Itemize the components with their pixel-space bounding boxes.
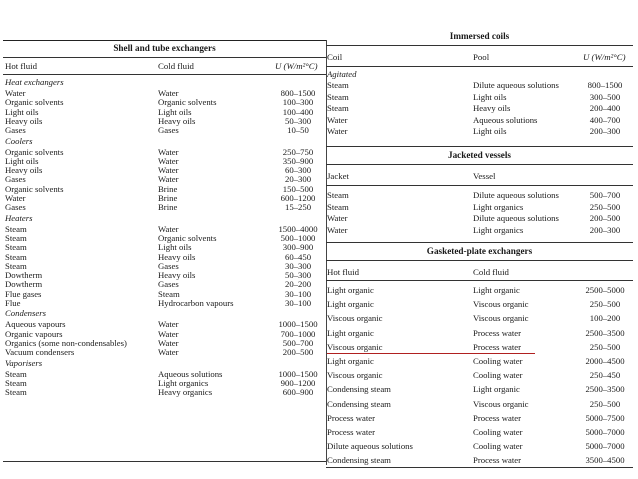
cell-fluid-b: Organic solvents bbox=[158, 232, 217, 243]
cell-fluid-b: Viscous organic bbox=[473, 313, 529, 324]
cell-fluid-a: Dowtherm bbox=[5, 270, 43, 281]
section-heading: Condensers bbox=[5, 308, 47, 319]
cell-fluid-a: Process water bbox=[327, 427, 376, 437]
cell-fluid-a: Organic solvents bbox=[5, 97, 64, 108]
immersed-title: Immersed coils bbox=[449, 31, 510, 41]
cell-fluid-b: Cooling water bbox=[473, 427, 523, 437]
table-row bbox=[3, 387, 326, 398]
header-rule bbox=[3, 74, 326, 75]
cell-u-value: 50–300 bbox=[284, 115, 312, 126]
cell-u-value: 20–300 bbox=[284, 174, 312, 185]
cell-fluid-a: Organic solvents bbox=[5, 146, 64, 157]
right-tables bbox=[326, 28, 633, 468]
cell-u-value: 250–750 bbox=[282, 146, 314, 157]
cell-fluid-b: Heavy oils bbox=[158, 270, 196, 281]
cell-u-value: 500–700 bbox=[282, 337, 314, 348]
cell-fluid-a: Flue bbox=[5, 298, 21, 308]
cell-fluid-a: Steam bbox=[5, 223, 27, 234]
header-vessel: Vessel bbox=[473, 171, 496, 181]
cell-fluid-b: Cooling water bbox=[473, 370, 523, 381]
cell-fluid-a: Light organic bbox=[327, 356, 374, 366]
cell-fluid-b: Process water bbox=[473, 455, 522, 466]
cell-fluid-b: Water bbox=[158, 319, 179, 330]
cell-u-value: 600–1200 bbox=[280, 193, 316, 203]
immersed-title-rule bbox=[326, 45, 633, 46]
cell-u-value: 30–300 bbox=[284, 260, 312, 271]
cell-fluid-a: Light oils bbox=[5, 155, 39, 166]
cell-u-value: 200–500 bbox=[282, 347, 314, 358]
cell-u-value: 60–300 bbox=[284, 165, 312, 176]
table-row bbox=[326, 313, 633, 324]
cell-u-value: 500–700 bbox=[589, 190, 621, 200]
cell-u-value: 20–200 bbox=[284, 279, 312, 290]
cell-u-value: 100–400 bbox=[282, 106, 314, 117]
cell-u-value: 500–1000 bbox=[280, 232, 316, 243]
header-hot-fluid: Hot fluid bbox=[5, 61, 38, 71]
cell-fluid-b: Brine bbox=[158, 202, 178, 213]
cell-fluid-a: Viscous organic bbox=[327, 370, 383, 381]
section-heading: Heat exchangers bbox=[5, 77, 64, 87]
cell-fluid-a: Dilute aqueous solutions bbox=[327, 441, 413, 452]
cell-fluid-b: Light oils bbox=[158, 242, 192, 253]
cell-fluid-b: Gases bbox=[158, 279, 179, 290]
cell-fluid-b: Brine bbox=[158, 183, 178, 194]
cell-fluid-a: Viscous organic bbox=[327, 341, 383, 352]
table-row bbox=[326, 455, 633, 466]
table-row bbox=[326, 126, 633, 137]
cell-fluid-a: Vacuum condensers bbox=[5, 347, 75, 358]
cell-u-value: 5000–7500 bbox=[585, 412, 625, 423]
table-row bbox=[326, 80, 633, 91]
cell-u-value: 200–300 bbox=[589, 126, 621, 136]
cell-fluid-a: Light oils bbox=[5, 106, 39, 117]
cell-fluid-a: Water bbox=[5, 193, 26, 203]
cell-fluid-b: Light organic bbox=[473, 384, 520, 395]
cell-u-value: 5000–7000 bbox=[585, 441, 625, 452]
cell-u-value: 400–700 bbox=[589, 114, 621, 125]
cell-fluid-b: Dilute aqueous solutions bbox=[473, 190, 559, 200]
table-row bbox=[326, 370, 633, 381]
cell-u-value: 300–500 bbox=[589, 91, 621, 102]
table-row bbox=[326, 413, 633, 424]
gasketed-title-rule bbox=[326, 260, 633, 261]
cell-fluid-b: Water bbox=[158, 88, 179, 98]
cell-fluid-a: Process water bbox=[327, 412, 376, 423]
cell-fluid-b: Aqueous solutions bbox=[473, 114, 538, 125]
cell-u-value: 50–300 bbox=[284, 270, 312, 281]
cell-fluid-a: Condensing steam bbox=[327, 398, 391, 409]
cell-fluid-a: Steam bbox=[5, 368, 27, 379]
cell-fluid-b: Light oils bbox=[158, 106, 192, 117]
table-row bbox=[326, 190, 633, 201]
table-row bbox=[326, 103, 633, 114]
cell-u-value: 2500–3500 bbox=[585, 327, 625, 338]
bottom-rule bbox=[3, 461, 326, 462]
table-row bbox=[326, 225, 633, 236]
cell-u-value: 100–300 bbox=[282, 97, 314, 108]
cell-fluid-b: Light organics bbox=[473, 224, 524, 235]
gasketed-bottom-rule bbox=[326, 467, 633, 468]
cell-u-value: 600–900 bbox=[282, 387, 314, 398]
table-title: Shell and tube exchangers bbox=[113, 43, 216, 53]
cell-u-value: 2500–3500 bbox=[585, 384, 625, 395]
cell-fluid-a: Water bbox=[327, 126, 348, 136]
header-jacket: Jacket bbox=[327, 171, 349, 181]
cell-fluid-a: Steam bbox=[327, 190, 349, 200]
cell-u-value: 800–1500 bbox=[587, 80, 623, 90]
cell-fluid-a: Water bbox=[327, 224, 348, 235]
cell-u-value: 250–500 bbox=[589, 299, 621, 310]
cell-u-value: 350–900 bbox=[282, 155, 314, 166]
cell-u-value: 1500–4000 bbox=[278, 223, 318, 234]
cell-u-value: 1000–1500 bbox=[278, 319, 318, 330]
table-row bbox=[326, 384, 633, 395]
cell-fluid-b: Process water bbox=[473, 412, 522, 423]
table-row bbox=[326, 342, 633, 353]
cell-fluid-b: Heavy oils bbox=[158, 115, 196, 126]
cell-fluid-a: Organic vapours bbox=[5, 328, 63, 339]
jacketed-title: Jacketed vessels bbox=[447, 150, 512, 160]
cell-fluid-b: Light oils bbox=[473, 126, 507, 136]
cell-u-value: 2000–4500 bbox=[585, 356, 625, 366]
cell-u-value: 900–1200 bbox=[280, 377, 316, 388]
cell-u-value: 3500–4500 bbox=[585, 455, 625, 466]
cell-fluid-a: Dowtherm bbox=[5, 279, 43, 290]
cell-fluid-b: Cooling water bbox=[473, 356, 523, 366]
table-row bbox=[326, 441, 633, 452]
cell-u-value: 150–500 bbox=[282, 183, 314, 194]
cell-u-value: 200–300 bbox=[589, 224, 621, 235]
cell-fluid-a: Heavy oils bbox=[5, 115, 43, 126]
jacketed-header-rule bbox=[326, 185, 633, 186]
section-heading: Heaters bbox=[5, 212, 33, 223]
section-heading: Coolers bbox=[5, 135, 33, 146]
cell-fluid-b: Water bbox=[158, 337, 179, 348]
cell-fluid-a: Heavy oils bbox=[5, 165, 43, 176]
section-heading: Vaporisers bbox=[5, 357, 43, 368]
cell-fluid-a: Water bbox=[327, 114, 348, 125]
cell-fluid-a: Water bbox=[327, 213, 348, 223]
cell-u-value: 2500–5000 bbox=[585, 285, 625, 295]
cell-fluid-b: Aqueous solutions bbox=[158, 368, 223, 379]
cell-u-value: 60–450 bbox=[284, 251, 312, 262]
cell-u-value: 800–1500 bbox=[280, 88, 316, 98]
cell-fluid-a: Steam bbox=[5, 377, 27, 388]
header-u-right: U (W/m²°C) bbox=[583, 52, 626, 62]
cell-fluid-b: Gases bbox=[158, 125, 179, 136]
gasketed-title: Gasketed-plate exchangers bbox=[426, 246, 533, 256]
title-rule bbox=[3, 57, 326, 58]
cell-u-value: 250–500 bbox=[589, 201, 621, 212]
cell-fluid-a: Steam bbox=[5, 242, 27, 253]
cell-fluid-a: Flue gases bbox=[5, 288, 42, 299]
cell-fluid-a: Water bbox=[5, 88, 26, 98]
cell-fluid-a: Steam bbox=[327, 80, 349, 90]
cell-fluid-a: Steam bbox=[327, 201, 349, 212]
cell-u-value: 250–500 bbox=[589, 341, 621, 352]
header-hot-fluid-right: Hot fluid bbox=[327, 267, 360, 277]
cell-fluid-a: Organic solvents bbox=[5, 183, 64, 194]
table-row bbox=[326, 399, 633, 410]
table-row bbox=[326, 115, 633, 126]
cell-u-value: 1000–1500 bbox=[278, 368, 318, 379]
cell-fluid-b: Cooling water bbox=[473, 441, 523, 452]
cell-fluid-b: Water bbox=[158, 146, 179, 157]
table-row bbox=[326, 328, 633, 339]
cell-fluid-a: Light organic bbox=[327, 285, 374, 295]
cell-fluid-b: Water bbox=[158, 155, 179, 166]
cell-fluid-a: Light organic bbox=[327, 299, 374, 310]
cell-fluid-b: Light organic bbox=[473, 285, 520, 295]
cell-fluid-b: Viscous organic bbox=[473, 398, 529, 409]
cell-u-value: 700–1000 bbox=[280, 328, 316, 339]
table-row bbox=[326, 92, 633, 103]
table-row bbox=[3, 202, 326, 213]
cell-u-value: 30–100 bbox=[284, 298, 312, 308]
cell-u-value: 300–900 bbox=[282, 242, 314, 253]
cell-fluid-a: Steam bbox=[5, 387, 27, 398]
cell-fluid-b: Dilute aqueous solutions bbox=[473, 213, 559, 223]
cell-fluid-b: Water bbox=[158, 347, 179, 358]
cell-u-value: 200–500 bbox=[589, 213, 621, 223]
cell-fluid-a: Viscous organic bbox=[327, 313, 383, 324]
table-row bbox=[326, 285, 633, 296]
cell-fluid-b: Light oils bbox=[473, 91, 507, 102]
top-rule bbox=[3, 40, 326, 41]
cell-fluid-b: Gases bbox=[158, 260, 179, 271]
cell-fluid-a: Light organic bbox=[327, 327, 374, 338]
cell-fluid-b: Hydrocarbon vapours bbox=[158, 298, 234, 308]
cell-fluid-a: Condensing steam bbox=[327, 455, 391, 466]
jacketed-title-rule bbox=[326, 164, 633, 165]
header-u: U (W/m²°C) bbox=[275, 61, 318, 71]
cell-fluid-a: Condensing steam bbox=[327, 384, 391, 395]
cell-fluid-a: Gases bbox=[5, 202, 26, 213]
jacketed-top-rule bbox=[326, 146, 633, 147]
cell-fluid-a: Gases bbox=[5, 174, 26, 185]
cell-fluid-a: Organics (some non-condensables) bbox=[5, 337, 127, 348]
section-heading: Agitated bbox=[327, 69, 357, 79]
cell-fluid-a: Steam bbox=[327, 91, 349, 102]
cell-fluid-b: Water bbox=[158, 223, 179, 234]
header-cold-fluid-right: Cold fluid bbox=[473, 267, 509, 277]
cell-u-value: 15–250 bbox=[284, 202, 312, 213]
header-pool: Pool bbox=[473, 52, 490, 62]
table-row bbox=[326, 356, 633, 367]
cell-u-value: 100–200 bbox=[589, 313, 621, 324]
cell-u-value: 250–450 bbox=[589, 370, 621, 381]
cell-u-value: 10–50 bbox=[287, 125, 309, 136]
gasketed-header-rule bbox=[326, 280, 633, 281]
cell-fluid-b: Water bbox=[158, 328, 179, 339]
cell-fluid-a: Steam bbox=[327, 103, 349, 113]
cell-fluid-a: Steam bbox=[5, 260, 27, 271]
header-cold-fluid: Cold fluid bbox=[158, 61, 194, 71]
cell-fluid-b: Water bbox=[158, 165, 179, 176]
cell-fluid-b: Process water bbox=[473, 327, 522, 338]
cell-fluid-a: Gases bbox=[5, 125, 26, 136]
table-row bbox=[3, 347, 326, 358]
table-row bbox=[326, 213, 633, 224]
cell-fluid-a: Steam bbox=[5, 232, 27, 243]
cell-u-value: 250–500 bbox=[589, 398, 621, 409]
cell-fluid-b: Light organics bbox=[158, 377, 209, 388]
cell-fluid-b: Heavy oils bbox=[158, 251, 196, 262]
cell-fluid-b: Process water bbox=[473, 341, 522, 352]
table-row bbox=[3, 298, 326, 309]
shell-and-tube-table bbox=[3, 40, 326, 460]
table-row bbox=[326, 427, 633, 438]
table-row bbox=[326, 299, 633, 310]
cell-fluid-b: Heavy oils bbox=[473, 103, 511, 113]
cell-fluid-b: Light organics bbox=[473, 201, 524, 212]
cell-fluid-b: Organic solvents bbox=[158, 97, 217, 108]
table-row bbox=[326, 202, 633, 213]
cell-fluid-a: Steam bbox=[5, 251, 27, 262]
table-row bbox=[3, 125, 326, 136]
gasketed-top-rule bbox=[326, 242, 633, 243]
cell-fluid-b: Dilute aqueous solutions bbox=[473, 80, 559, 90]
cell-fluid-b: Heavy organics bbox=[158, 387, 213, 398]
cell-fluid-b: Viscous organic bbox=[473, 299, 529, 310]
cell-fluid-a: Aqueous vapours bbox=[5, 319, 66, 330]
header-coil: Coil bbox=[327, 52, 343, 62]
cell-u-value: 5000–7000 bbox=[585, 427, 625, 437]
cell-u-value: 200–400 bbox=[589, 103, 621, 113]
cell-fluid-b: Steam bbox=[158, 288, 180, 299]
cell-u-value: 30–100 bbox=[284, 288, 312, 299]
cell-fluid-b: Water bbox=[158, 174, 179, 185]
cell-fluid-b: Brine bbox=[158, 193, 178, 203]
red-underline bbox=[327, 353, 535, 354]
immersed-header-rule bbox=[326, 66, 633, 67]
